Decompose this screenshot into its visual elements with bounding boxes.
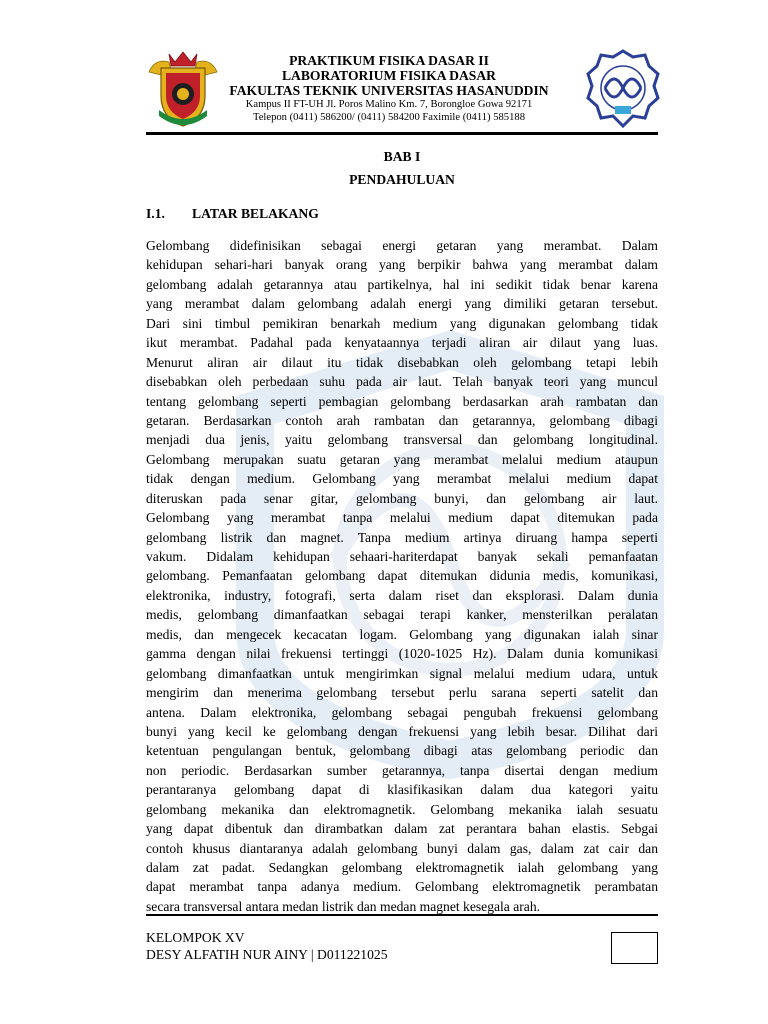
text-line: menjadi dua jenis, yaitu gelombang transversal dan gelombang longitudinal. bbox=[146, 432, 658, 448]
chapter-title: PENDAHULUAN bbox=[349, 172, 455, 187]
letterhead bbox=[215, 53, 563, 124]
text-line: Gelombang yang merambat tanpa melalui medium dapat ditemukan pada bbox=[146, 510, 658, 526]
letterhead-course: PRAKTIKUM FISIKA DASAR II bbox=[289, 53, 489, 68]
text-line: kehidupan sehari-hari banyak orang yang berpikir bahwa yang merambat dalam bbox=[146, 257, 658, 273]
text-line: gelombang listrik dan magnet. Tanpa medium artinya diruang hampa seperti bbox=[146, 529, 658, 545]
text-line: mengirim dan menerima gelombang tersebut perlu sarana seperti satelit dan bbox=[146, 685, 658, 701]
text-line: bunyi yang kecil ke gelombang dengan frekuensi yang lebih besar. Dilihat dari bbox=[146, 723, 658, 739]
text-line: gelombang dimanfaatkan untuk mengirimkan signal melalui medium udara, untuk bbox=[146, 665, 658, 681]
text-line: contoh khusus diantaranya adalah gelombang bunyi dalam gas, dalam zat cair dan bbox=[146, 840, 658, 856]
text-line: gelombang adalah getarannya atau partikelnya, hal ini sedikit tidak benar karena bbox=[146, 276, 658, 292]
text-line: dapat merambat tanpa adanya medium. Gelombang elektromagnetik perambatan bbox=[146, 879, 658, 895]
text-line: Gelombang merupakan suatu getaran yang merambat melalui medium ataupun bbox=[146, 451, 658, 467]
text-line: dalam zat padat. Sedangkan gelombang elektromagnetik ialah gelombang yang bbox=[146, 860, 658, 875]
text-line: getaran. Berdasarkan contoh arah rambatan dan getarannya, gelombang dibagi bbox=[146, 412, 658, 428]
letterhead-phone: Telepon (0411) 586200/ (0411) 584200 Faximile (0411) 585188 bbox=[252, 112, 525, 123]
letterhead-faculty: FAKULTAS TEKNIK UNIVERSITAS HASANUDDIN bbox=[229, 83, 549, 98]
text-line: secara transversal antara medan listrik dan medan magnet kesegala arah. bbox=[146, 898, 541, 914]
text-line: gamma dengan nilai frekuensi tertinggi (1020-1025 Hz). Dalam dunia komunikasi bbox=[146, 646, 658, 662]
university-crest-logo bbox=[145, 48, 221, 130]
footer-group: KELOMPOK XV bbox=[146, 930, 245, 945]
text-line: Menurut aliran air dilaut itu tidak disebabkan oleh gelombang tetapi lebih bbox=[146, 354, 658, 370]
text-line: disebabkan oleh perbedaan suhu pada air laut. Telah banyak teori yang muncul bbox=[146, 374, 658, 390]
section-number: I.1. bbox=[146, 206, 165, 221]
section-heading bbox=[146, 206, 319, 222]
page-number-box bbox=[611, 932, 658, 964]
text-line: tentang gelombang seperti pembagian gelombang berdasarkan arah rambatan dan bbox=[146, 393, 658, 409]
text-line: tidak dengan medium. Gelombang yang merambat melalui medium dapat bbox=[146, 471, 658, 487]
text-line: non periodic. Berdasarkan sumber getarannya, tanpa disertai dengan medium bbox=[146, 762, 658, 778]
text-line: ikut merambat. Padahal pada kenyataannya terjadi aliran air dilaut yang luas. bbox=[146, 335, 658, 351]
text-line: elektronika, industry, fotografi, serta dalam riset dan eksplorasi. Dalam dunia bbox=[146, 587, 658, 603]
text-line: antena. Dalam elektronika, gelombang sebagai pengubah frekuensi gelombang bbox=[146, 704, 658, 720]
text-line: vakum. Didalam kehidupan sehaari-hariterdapat banyak sekali pemanfaatan bbox=[146, 549, 658, 564]
footer-author: DESY ALFATIH NUR AINY | D011221025 bbox=[146, 947, 388, 962]
text-line: Dari sini timbul pemikiran benarkah medium yang digunakan gelombang tidak bbox=[146, 315, 658, 331]
section-title: LATAR BELAKANG bbox=[192, 206, 319, 221]
text-line: medis, dan mengecek kecacatan logam. Gelombang yang digunakan ialah sinar bbox=[146, 626, 658, 642]
letterhead-address: Kampus II FT-UH Jl. Poros Malino Km. 7, Borongloe Gowa 92171 bbox=[245, 99, 533, 110]
text-line: yang merambat dalam gelombang adalah energi yang dimiliki getaran tersebut. bbox=[146, 296, 658, 312]
physics-lab-logo bbox=[585, 48, 661, 130]
letterhead-lab: LABORATORIUM FISIKA DASAR bbox=[281, 68, 496, 83]
header-divider bbox=[146, 132, 658, 135]
text-line: gelombang. Pemanfaatan gelombang dapat ditemukan didunia medis, komunikasi, bbox=[146, 568, 658, 584]
text-line: Gelombang didefinisikan sebagai energi getaran yang merambat. Dalam bbox=[146, 238, 658, 253]
body-paragraph bbox=[146, 236, 658, 916]
footer bbox=[146, 929, 388, 963]
text-line: diteruskan pada senar gitar, gelombang bunyi, dan gelombang air laut. bbox=[146, 490, 658, 506]
text-line: medis, gelombang dimanfaatkan sebagai terapi kanker, mensterilkan peralatan bbox=[146, 607, 658, 623]
text-line: ketentuan pengulangan bentuk, gelombang dibagi atas gelombang periodic dan bbox=[146, 743, 658, 759]
text-line: perantaranya gelombang dapat di klasifikasikan dalam dua kategori yaitu bbox=[146, 782, 658, 798]
footer-divider bbox=[146, 914, 658, 916]
text-line: gelombang mekanika dan elektromagnetik. Gelombang mekanika ialah sesuatu bbox=[146, 801, 658, 817]
chapter-number: BAB I bbox=[383, 149, 421, 164]
text-line: yang dapat dibentuk dan dirambatkan dalam zat perantara bahan elastis. Sebgai bbox=[146, 821, 658, 837]
